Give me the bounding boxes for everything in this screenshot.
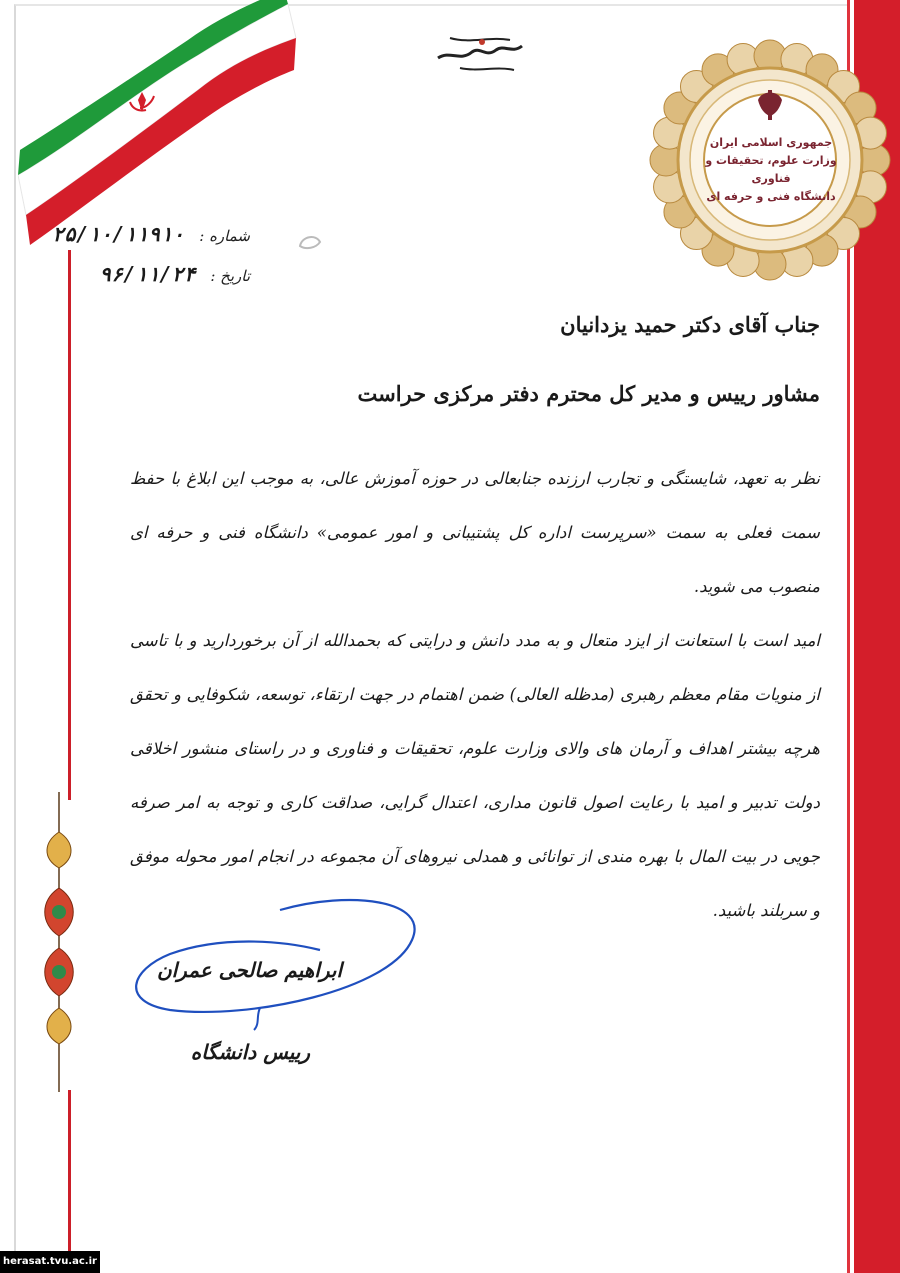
recipient-name: جناب آقای دکتر حمید یزدانیان <box>560 312 820 337</box>
source-watermark: herasat.tvu.ac.ir <box>0 1251 100 1273</box>
emblem-line-country: جمهوری اسلامی ایران <box>709 136 833 149</box>
number-label: شماره : <box>199 227 250 245</box>
left-red-rule <box>68 250 71 800</box>
number-value: ۲۵/۱۰/۱۱۹۱۰ <box>52 222 185 246</box>
emblem-text <box>704 134 838 206</box>
recipient-title: مشاور رییس و مدیر کل محترم دفتر مرکزی حراست <box>357 381 820 406</box>
body-paragraph-wishes: امید است با استعانت از ایزد متعال و به مدد دانش و درایتی که بحمدالله از آن برخوردارید و با تاسی از منویات مقام معظم رهبری (مدظله العالی) ضمن اهتمام در جهت ارتقاء، توسعه، شکوفایی و تحقق هرچه بیشتر اهداف و آرمان های والای وزارت علوم، تحقیقات و فناوری و در راستای منشور اخلاقی دولت تدبیر و امید با رعایت اصول قانون مداری، اعتدال گرایی، صداقت کاری و توجه به امر صرفه جویی در بیت المال با بهره مندی از توانائی و همدلی نیروهای آن مجموعه در انجام امور محوله موفق و سربلند باشید. <box>130 631 820 920</box>
small-stamp-mark <box>296 232 324 252</box>
signer-title: رییس دانشگاه <box>190 1040 310 1064</box>
date-label: تاریخ : <box>210 267 250 285</box>
left-red-rule-lower <box>68 1090 71 1265</box>
date-value: ۹۶/۱۱/۲۴ <box>99 262 196 286</box>
iran-flag-icon <box>18 0 298 250</box>
body-paragraph-appointment: نظر به تعهد، شایستگی و تجارب ارزنده جنابعالی در حوزه آموزش عالی، به موجب این ابلاغ با حفظ سمت فعلی به سمت «سرپرست اداره کل پشتیبانی و امور عمومی» دانشگاه فنی و حرفه ای منصوب می شوید. <box>130 469 820 596</box>
signer-name: ابراهیم صالحی عمران <box>156 958 342 982</box>
letter-number <box>52 222 250 246</box>
letter-date <box>99 262 250 286</box>
emblem-line-ministry: وزارت علوم، تحقیقات و فناوری <box>705 154 837 185</box>
letter-body <box>130 452 820 938</box>
bismillah-calligraphy <box>430 28 530 78</box>
floral-ornament <box>34 792 84 1092</box>
emblem-line-university: دانشگاه فنی و حرفه ای <box>706 190 836 203</box>
